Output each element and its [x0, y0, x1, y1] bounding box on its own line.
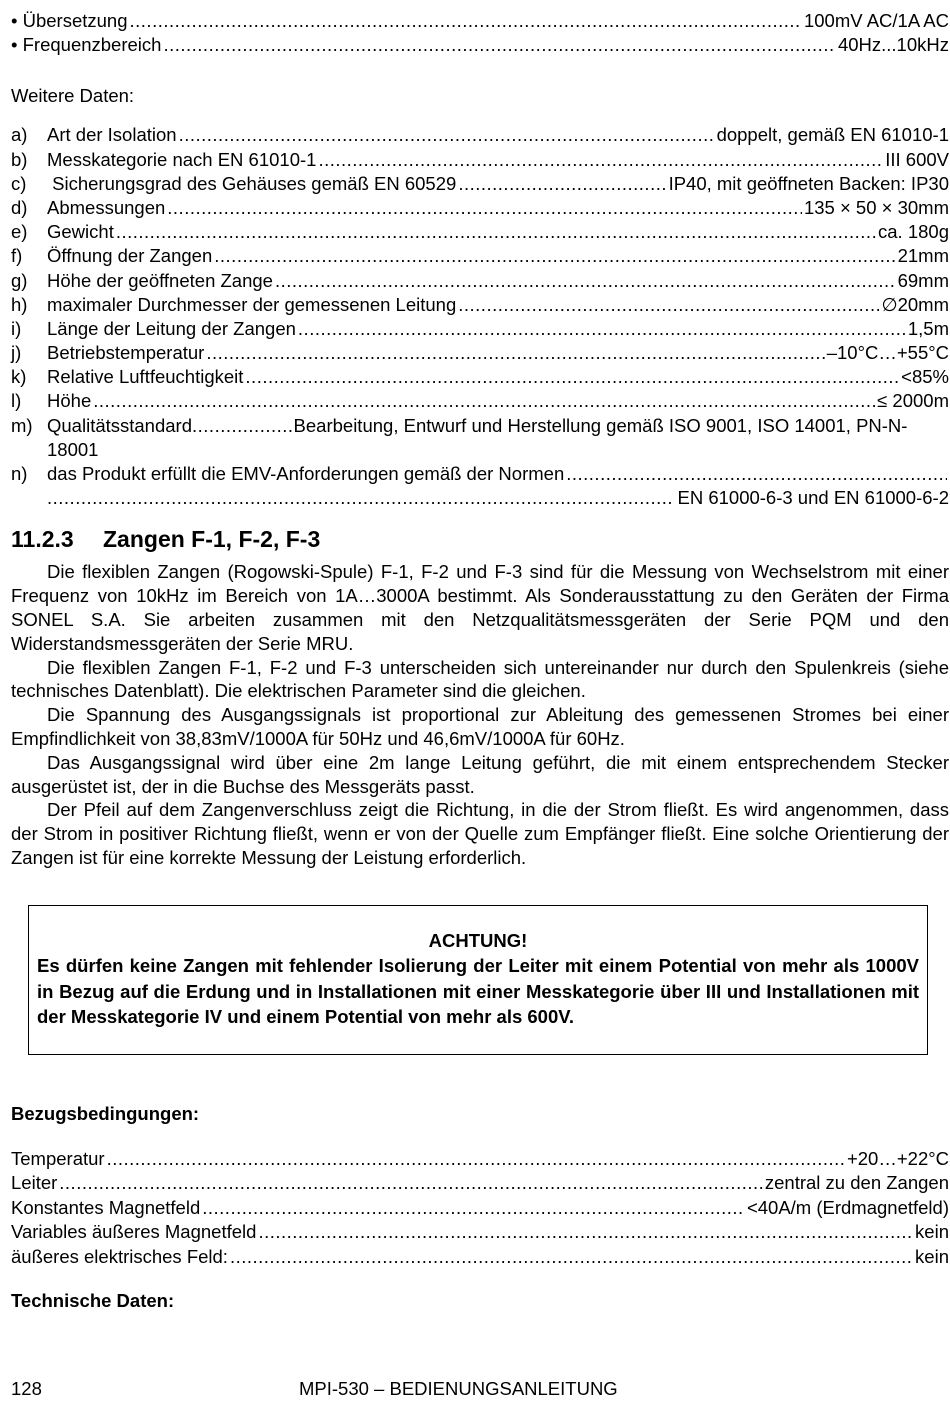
paragraph: Das Ausgangssignal wird über eine 2m lange Leitung geführt, die mit einem entsprechendem Stecker ausgerüstet ist, der in die Buchse des Messgeräts passt. — [11, 751, 949, 797]
item-value: ≤ 2000m — [877, 390, 949, 412]
condition-label: Variables äußeres Magnetfeld — [11, 1221, 257, 1243]
dot-leader — [179, 123, 715, 147]
item-label: Höhe — [47, 390, 92, 412]
dot-leader — [47, 486, 673, 510]
page-footer — [11, 1377, 949, 1401]
item-value: 69mm — [897, 269, 949, 291]
condition-value: +20…+22°C — [846, 1147, 949, 1169]
list-item — [11, 365, 949, 389]
dot-leader — [163, 33, 836, 57]
item-label: Messkategorie nach EN 61010-1 — [47, 148, 317, 170]
warning-box — [28, 905, 928, 1055]
item-value: 135 × 50 × 30mm — [803, 196, 949, 218]
item-value: EN 61000-6-3 und EN 61000-6-2 — [677, 487, 949, 509]
dot-leader — [566, 462, 947, 486]
item-marker: f) — [11, 245, 23, 267]
weitere-daten-list — [11, 123, 949, 510]
spec-value: 40Hz...10kHz — [837, 34, 949, 56]
item-value: ca. 180g — [878, 221, 949, 243]
item-label: Abmessungen — [47, 196, 166, 218]
list-item — [11, 220, 949, 244]
paragraph: Der Pfeil auf dem Zangenverschluss zeigt die Richtung, in die der Strom fließt. Es wird angenommen, dass der Strom in positiver Richtung fließt, wenn er von der Quelle zum Empfänger fließt. Eine solche Orientierung der Zangen ist für eine korrekte Messung der Leistung erforderlich. — [11, 799, 949, 868]
item-value: doppelt, gemäß EN 61010-1 — [716, 124, 949, 146]
section-number: 11.2.3 — [11, 526, 74, 553]
list-item — [11, 196, 949, 220]
condition-row — [11, 1220, 949, 1245]
list-item — [11, 462, 949, 486]
item-label: Sicherungsgrad des Gehäuses gemäß EN 60529 — [47, 172, 457, 194]
item-marker: l) — [11, 390, 22, 412]
dot-leader — [206, 341, 824, 365]
list-item — [11, 172, 949, 196]
item-value: IP40, mit geöffneten Backen: IP30 — [668, 172, 949, 194]
paragraph: Die Spannung des Ausgangssignals ist proportional zur Ableitung des gemessenen Stromes bei einer Empfindlichkeit von 38,83mV/1000A für 50Hz und 46,6mV/1000A für 60Hz. — [11, 704, 949, 749]
condition-label: äußeres elektrisches Feld: — [11, 1245, 228, 1267]
footer-title: MPI-530 – BEDIENUNGSANLEITUNG — [299, 1378, 618, 1399]
dot-leader — [107, 1147, 845, 1172]
page-number: 128 — [11, 1378, 42, 1399]
section-body — [11, 560, 949, 869]
dot-leader — [230, 1245, 913, 1270]
item-label: Relative Luftfeuchtigkeit — [47, 366, 244, 388]
list-item — [11, 389, 949, 413]
condition-row — [11, 1245, 949, 1270]
list-item — [11, 148, 949, 172]
top-spec-list — [11, 9, 949, 57]
condition-value: kein — [915, 1245, 949, 1267]
condition-label: Temperatur — [11, 1147, 105, 1169]
condition-label: Konstantes Magnetfeld — [11, 1196, 201, 1218]
list-item — [11, 317, 949, 341]
condition-value: zentral zu den Zangen — [764, 1172, 949, 1194]
list-item-continuation — [11, 486, 949, 510]
document-page — [11, 9, 949, 1313]
dot-leader — [458, 293, 879, 317]
condition-row — [11, 1171, 949, 1196]
item-label: Öffnung der Zangen — [47, 245, 213, 267]
condition-label: Leiter — [11, 1172, 58, 1194]
condition-row — [11, 1147, 949, 1172]
dot-leader — [318, 148, 883, 172]
dot-leader — [275, 269, 896, 293]
dot-leader — [59, 1171, 763, 1196]
item-value: 1,5m — [907, 317, 949, 339]
item-label: Betriebstemperatur — [47, 342, 205, 364]
list-item — [11, 269, 949, 293]
dot-leader — [130, 9, 802, 33]
list-item — [11, 123, 949, 147]
item-value: Bearbeitung, Entwurf und Herstellung gemäß ISO 9001, ISO 14001, PN-N-18001 — [47, 414, 908, 460]
reference-conditions-heading: Bezugsbedingungen: — [11, 1102, 200, 1124]
item-value: –10°C…+55°C — [826, 342, 949, 364]
item-value: ∅20mm — [881, 293, 949, 315]
item-marker: d) — [11, 196, 28, 218]
dot-leader — [93, 389, 875, 413]
item-label: Art der Isolation — [47, 124, 177, 146]
item-marker: a) — [11, 124, 28, 146]
section-title: Zangen F-1, F-2, F-3 — [103, 526, 321, 553]
technical-data-heading: Technische Daten: — [11, 1290, 175, 1312]
condition-value: kein — [915, 1221, 949, 1243]
item-label: Gewicht — [47, 221, 114, 243]
item-label: maximaler Durchmesser der gemessenen Leitung — [47, 293, 457, 315]
condition-row — [11, 1196, 949, 1221]
item-marker: c) — [11, 172, 27, 194]
item-label: Länge der Leitung der Zangen — [47, 317, 296, 339]
dot-leader — [258, 1220, 913, 1245]
item-marker: h) — [11, 293, 28, 315]
list-item — [11, 414, 949, 462]
item-marker: e) — [11, 221, 28, 243]
spec-value: 100mV AC/1A AC — [803, 10, 949, 31]
spec-row-frequenzbereich — [11, 33, 949, 57]
list-item — [11, 244, 949, 268]
condition-value: <40A/m (Erdmagnetfeld) — [746, 1196, 949, 1218]
weitere-daten-heading: Weitere Daten: — [11, 85, 135, 107]
spec-label: • Übersetzung — [11, 10, 128, 31]
item-label: Qualitätsstandard — [47, 414, 193, 436]
item-label: das Produkt erfüllt die EMV-Anforderungen gemäß der Normen — [47, 463, 565, 485]
item-marker: b) — [11, 148, 28, 170]
item-marker: k) — [11, 366, 27, 388]
item-label: Höhe der geöffneten Zange — [47, 269, 273, 291]
item-marker: n) — [11, 463, 28, 485]
dot-leader — [202, 1196, 745, 1221]
item-value: 21mm — [897, 245, 949, 267]
dot-leader — [298, 317, 906, 341]
spec-label: • Frequenzbereich — [11, 34, 162, 56]
list-item — [11, 293, 949, 317]
item-marker: j) — [11, 342, 22, 364]
dot-leader — [116, 220, 876, 244]
item-value: <85% — [901, 366, 949, 388]
paragraph: Die flexiblen Zangen (Rogowski-Spule) F-1, F-2 und F-3 sind für die Messung von Wechselstrom mit einer Frequenz von 10kHz im Bereich von 1A…3000A bestimmt. Als Sonderausstattung zu den Geräten der Firma SONEL S.A. Sie arbeiten zusammen mit den Netzqualitätsmessgeräten der Serie PQM und den Widerstandsmessgeräten der Serie MRU. — [11, 561, 949, 654]
paragraph: Die flexiblen Zangen F-1, F-2 und F-3 unterscheiden sich untereinander nur durch den Spulenkreis (siehe technisches Datenblatt). Die elektrischen Parameter sind die gleichen. — [11, 656, 949, 702]
dot-leader: .................. — [192, 414, 294, 436]
item-value: III 600V — [885, 148, 949, 170]
spec-row-uebersetzung — [11, 9, 949, 33]
section-heading — [11, 524, 949, 554]
dot-leader — [458, 172, 666, 196]
dot-leader — [245, 365, 899, 389]
reference-conditions-list — [11, 1147, 949, 1270]
list-item — [11, 341, 949, 365]
dot-leader — [167, 196, 802, 220]
warning-text: Es dürfen keine Zangen mit fehlender Isolierung der Leiter mit einem Potential von mehr als 1000V in Bezug auf die Erdung und in Installationen mit einer Messkategorie über III und Installationen mit der Messkategorie IV und einem Potential von mehr als 600V. — [37, 955, 919, 1028]
item-marker: m) — [11, 414, 33, 436]
dot-leader — [214, 244, 895, 268]
item-marker: g) — [11, 269, 28, 291]
item-marker: i) — [11, 317, 22, 339]
warning-title: ACHTUNG! — [428, 929, 528, 951]
